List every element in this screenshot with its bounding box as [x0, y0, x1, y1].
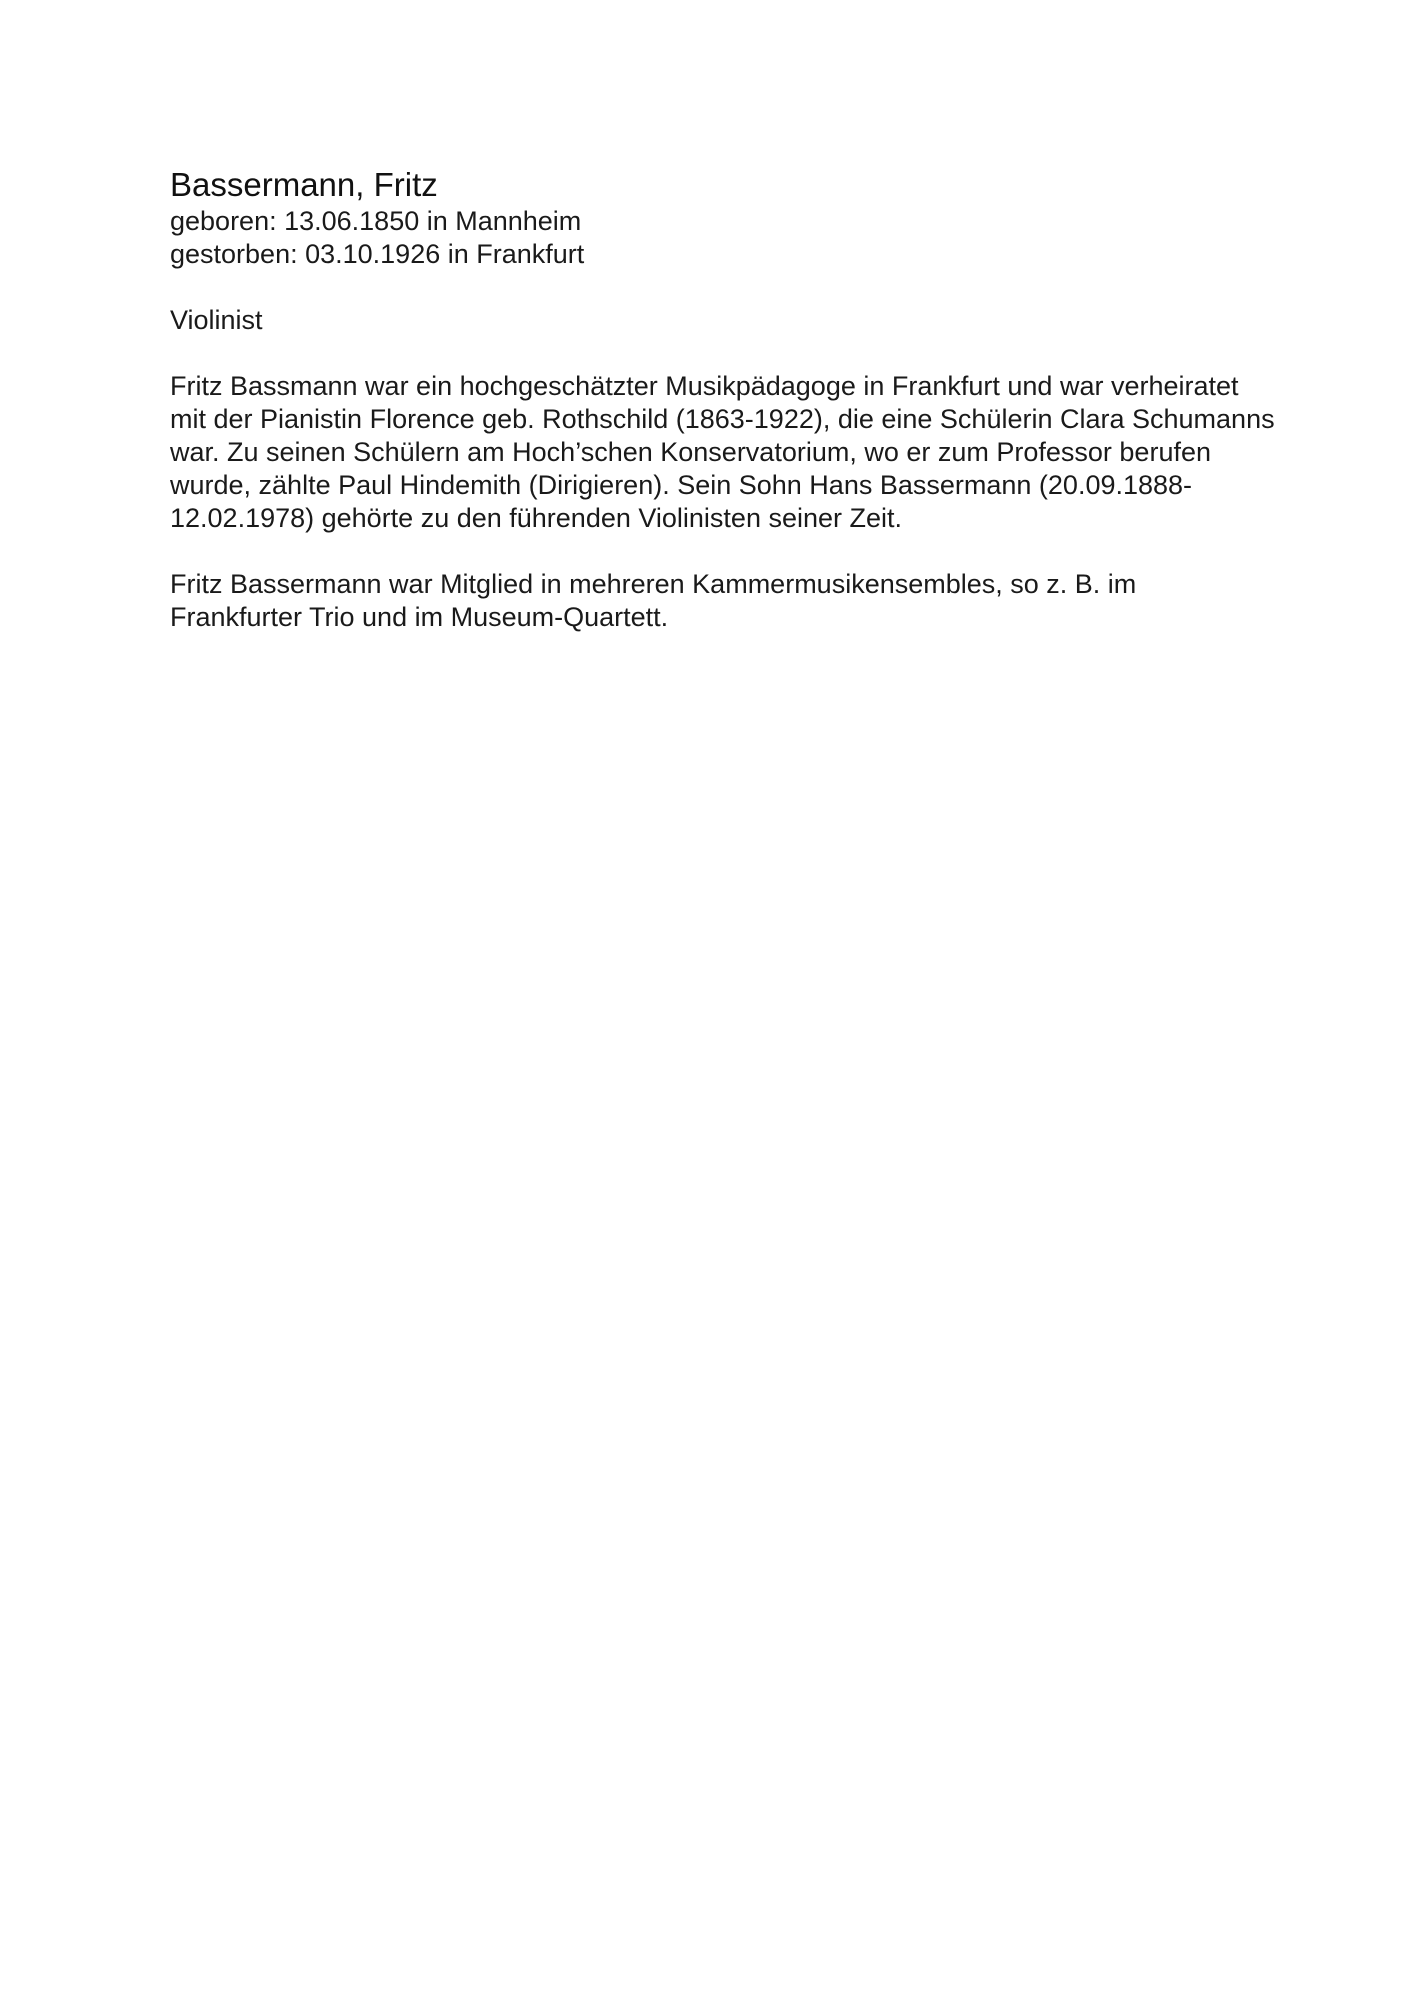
birth-info: geboren: 13.06.1850 in Mannheim [170, 206, 582, 236]
biography-paragraph-2: Fritz Bassermann war Mitglied in mehreren Kammermusikensembles, so z. B. im Frankfurter Trio und im Museum-Quartett. [170, 569, 1137, 632]
death-info: gestorben: 03.10.1926 in Frankfurt [170, 239, 585, 269]
biography-paragraph-1: Fritz Bassmann war ein hochgeschätzter Musikpädagoge in Frankfurt und war verheiratet mit der Pianistin Florence geb. Rothschild (1863-1922), die eine Schülerin Clara Schumanns war. Zu seinen Schülern am Hoch’schen Konservatorium, wo er zum Professor berufen wurde, zählte Paul Hindemith (Dirigieren). Sein Sohn Hans Bassermann (20.09.1888-12.02.1978) gehörte zu den führenden Violinisten seiner Zeit. [170, 371, 1275, 533]
person-name-heading: Bassermann, Fritz [170, 166, 438, 203]
document-page [170, 165, 1290, 634]
profession: Violinist [170, 305, 263, 335]
